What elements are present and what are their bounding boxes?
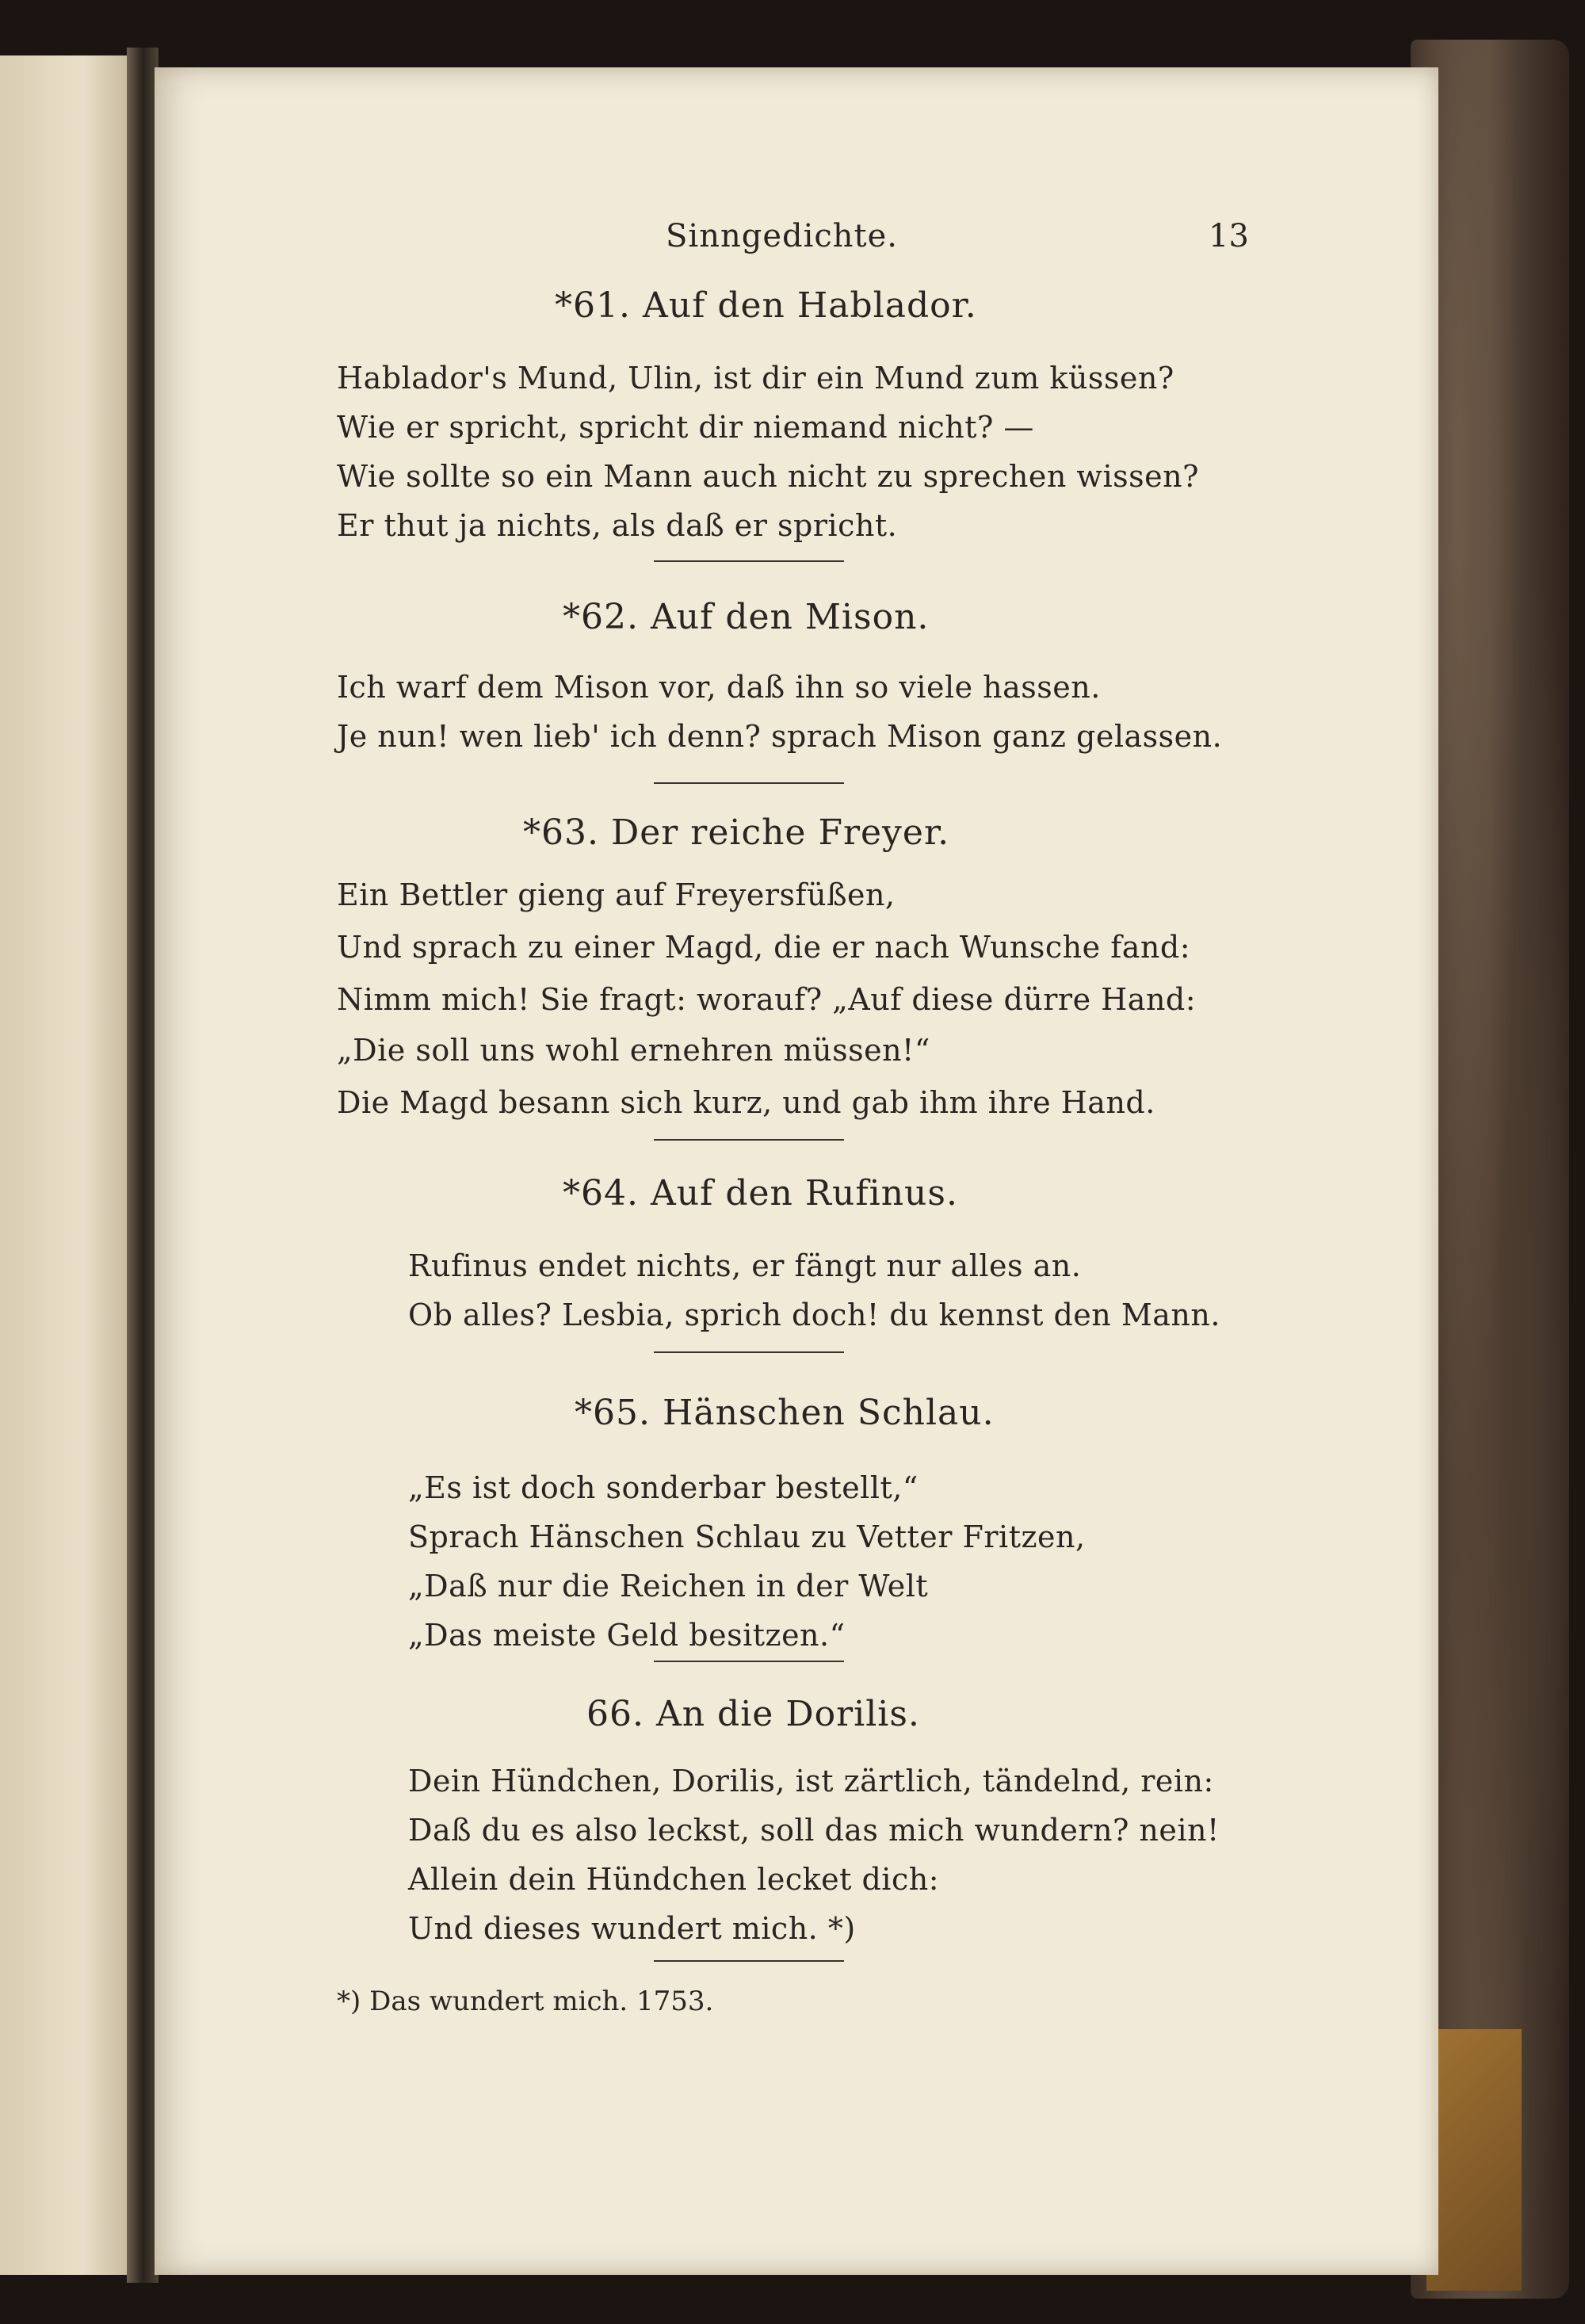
poem-title: *61. Auf den Hablador.	[555, 285, 977, 326]
poem-line: Ob alles? Lesbia, sprich doch! du kennst den Mann.	[408, 1298, 1220, 1332]
header-title: Sinngedichte.	[666, 218, 899, 254]
poem-line: Er thut ja nichts, als daß er spricht.	[337, 508, 898, 543]
running-header	[155, 218, 1438, 266]
poem-line: Dein Hündchen, Dorilis, ist zärtlich, tändelnd, rein:	[408, 1764, 1214, 1798]
section-divider	[654, 1351, 844, 1353]
poem-line: „Es ist doch sonderbar bestellt,“	[408, 1470, 919, 1505]
poem-line: Wie er spricht, spricht dir niemand nicht? —	[337, 410, 1034, 445]
poem-line: Und dieses wundert mich. *)	[408, 1911, 856, 1946]
poem-title: *62. Auf den Mison.	[563, 597, 930, 637]
page-content	[155, 67, 1438, 2275]
poem-line: Ich warf dem Mison vor, daß ihn so viele hassen.	[337, 670, 1101, 705]
poem-title: *65. Hänschen Schlau.	[575, 1393, 995, 1433]
poem-line: Daß du es also leckst, soll das mich wundern? nein!	[408, 1813, 1220, 1848]
poem-line: „Die soll uns wohl ernehren müssen!“	[337, 1033, 930, 1068]
section-divider	[654, 782, 844, 784]
section-divider	[654, 1139, 844, 1141]
poem-line: Je nun! wen lieb' ich denn? sprach Mison ganz gelassen.	[337, 719, 1223, 754]
book-gutter	[127, 48, 158, 2283]
poem-line: Allein dein Hündchen lecket dich:	[408, 1862, 939, 1897]
poem-title: *64. Auf den Rufinus.	[563, 1173, 958, 1214]
poem-line: Ein Bettler gieng auf Freyersfüßen,	[337, 877, 896, 912]
poem-line: Und sprach zu einer Magd, die er nach Wunsche fand:	[337, 930, 1191, 965]
footnote: *) Das wundert mich. 1753.	[337, 1986, 714, 2017]
section-divider	[654, 1661, 844, 1662]
poem-line: Die Magd besann sich kurz, und gab ihm ihre Hand.	[337, 1085, 1155, 1120]
page-number: 13	[1209, 218, 1249, 254]
poem-line: „Daß nur die Reichen in der Welt	[408, 1569, 929, 1603]
poem-line: Wie sollte so ein Mann auch nicht zu sprechen wissen?	[337, 459, 1199, 494]
poem-line: „Das meiste Geld besitzen.“	[408, 1618, 846, 1653]
left-page-edge	[0, 55, 139, 2275]
poem-title: 66. An die Dorilis.	[586, 1694, 920, 1734]
section-divider	[654, 1960, 844, 1962]
poem-title: *63. Der reiche Freyer.	[523, 812, 950, 853]
poem-line: Rufinus endet nichts, er fängt nur alles an.	[408, 1248, 1082, 1283]
poem-line: Hablador's Mund, Ulin, ist dir ein Mund zum küssen?	[337, 361, 1174, 396]
poem-line: Sprach Hänschen Schlau zu Vetter Fritzen,	[408, 1519, 1086, 1554]
poem-line: Nimm mich! Sie fragt: worauf? „Auf diese dürre Hand:	[337, 982, 1197, 1017]
cover-corner	[1426, 2029, 1522, 2291]
book-page	[155, 67, 1438, 2275]
section-divider	[654, 560, 844, 562]
